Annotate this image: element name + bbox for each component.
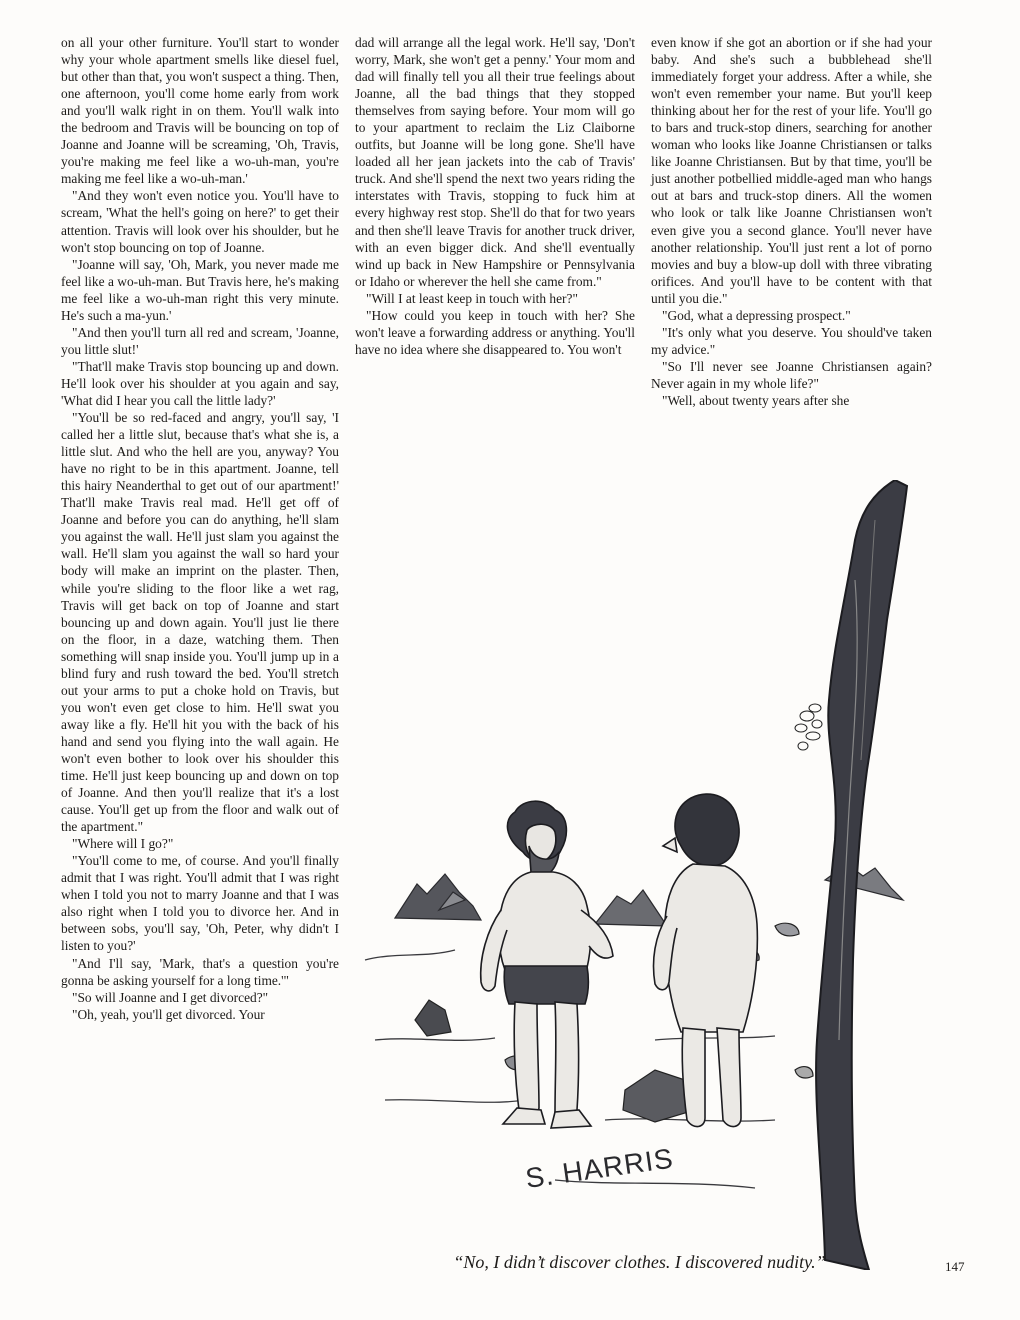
paragraph: "Oh, yeah, you'll get divorced. Your	[72, 1006, 265, 1022]
paragraph: even know if she got an abortion or if she had your baby. And she's such a bubblehead she'll immediately forget your address. After a while, she won't even remember your name. But you'll keep thinking about her for the rest of your life. You'll go to bars and truck-stop diners, searching for another woman who looks like Joanne Christiansen or talks like Joanne Christiansen. But by that time, you'll be just another potbellied middle-aged man who hangs out at bars and truck-stop diners. All the women who look or talk like Joanne Christiansen won't even give you a second glance. You'll never have another relationship. You'll just rent a lot of porno movies and buy a blow-up doll with three vibrating orifices. And you'll have to be content with that until you die."	[651, 35, 932, 306]
paragraph: "Well, about twenty years after she	[662, 392, 850, 408]
text-column-2	[355, 34, 635, 358]
cartoon-signature: S. HARRIS	[523, 1142, 676, 1194]
paragraph: "It's only what you deserve. You should've taken my advice."	[651, 324, 932, 357]
paragraph: "Where will I go?"	[72, 836, 174, 852]
paragraph: "And then you'll turn all red and scream, 'Joanne, you little slut!'	[61, 324, 339, 357]
leaves	[795, 704, 822, 750]
paragraph: "God, what a depressing prospect."	[662, 307, 851, 323]
cartoon-caption: “No, I didn’t discover clothes. I discovered nudity.”	[453, 1252, 826, 1272]
text-column-1	[61, 34, 339, 1023]
paragraph: "You'll be so red-faced and angry, you'll say, 'I called her a little slut, because that's what she is, a little slut. And who the hell are you, anyway? You have no right to be in this apartment. Joanne, tell this hairy Neanderthal to get out of our apartment!' That'll make Travis real mad. He'll get off of Joanne and before you can do anything, he'll slam you against the wall. He'll just slam you against the wall. He'll slam you against the wall so hard your body will make an imprint on the plaster. Then, while you're sliding to the floor like a wet rag, Travis will get back on top of Joanne and start bouncing up and down again. You'll just lie there on the floor, in a daze, watching them. Then something will snap inside you. You'll jump up in a blind fury and rush toward the bed. You'll stretch out your arms to put a choke hold on Travis, but you won't even get close to him. He'll swat you away like a fly. He'll hit you with the back of his hand and send you flying into the wall again. He won't even bother to look over his shoulder this time. He'll just keep bouncing up and down on top of Joanne. And then you'll realize that it's a lost cause. You'll get up from the floor and walk out of the apartment."	[61, 410, 339, 835]
cartoon-illustration	[355, 480, 931, 1270]
caveman-left	[481, 801, 613, 1128]
paragraph: "And I'll say, 'Mark, that's a question you're gonna be asking yourself for a long time.'"	[61, 955, 339, 988]
paragraph: on all your other furniture. You'll start to wonder why your whole apartment smells like diesel fuel, but other than that, you won't suspect a thing. Then, one afternoon, you'll come home early from work and you'll walk right in on them. You'll walk into the bedroom and Travis will be bouncing on top of Joanne and Joanne will be screaming, 'Oh, Travis, you're making me feel like a wo-uh-man, you're making me feel like a wo-uh-man.'	[61, 35, 339, 187]
text-column-3	[651, 34, 932, 409]
paragraph: "Will I at least keep in touch with her?"	[366, 290, 578, 306]
paragraph: "You'll come to me, of course. And you'll finally admit that I was right. You'll admit that I was right when I told you not to marry Joanne and that I was also right when I told you to divorce her. And in between sobs, you'll say, 'Oh, Peter, why didn't I listen to you?'	[61, 853, 339, 954]
paragraph: "So will Joanne and I get divorced?"	[72, 989, 269, 1005]
paragraph: "That'll make Travis stop bouncing up and down. He'll look over his shoulder at you again and say, 'What did I hear you call the little lady?'	[61, 358, 339, 408]
page-number: 147	[945, 1259, 965, 1274]
paragraph: "And they won't even notice you. You'll have to scream, 'What the hell's going on here?' to get their attention. Travis will look over his shoulder, but he won't stop bouncing on top of Joanne.	[61, 188, 339, 255]
paragraph: dad will arrange all the legal work. He'll say, 'Don't worry, Mark, she won't get a penny.' Your mom and dad will finally tell you all their true feelings about Joanne, all the bad things that they stopped themselves from saying before. Your mom will go to your apartment to reclaim the Liz Claiborne outfits, but Joanne will be long gone. She'll have loaded all her jean jackets into the cab of Travis' truck. And she'll spend the next two years riding the interstates with Travis, stopping to fuck him at every highway rest stop. She'll do that for two years and then she'll leave Travis for another truck driver, with an even bigger dick. And she'll eventually wind up back in New Hampshire or Pennsylvania or Idaho or wherever the hell she came from."	[355, 35, 635, 289]
paragraph: "How could you keep in touch with her? She won't leave a forwarding address or anything. You'll have no idea where she disappeared to. You won't	[355, 307, 635, 357]
paragraph: "Joanne will say, 'Oh, Mark, you never made me feel like a wo-uh-man. But Travis here, he's making me feel like a wo-uh-man right this very minute. He's such a ma-yun.'	[61, 256, 339, 323]
paragraph: "So I'll never see Joanne Christiansen again? Never again in my whole life?"	[651, 358, 932, 391]
